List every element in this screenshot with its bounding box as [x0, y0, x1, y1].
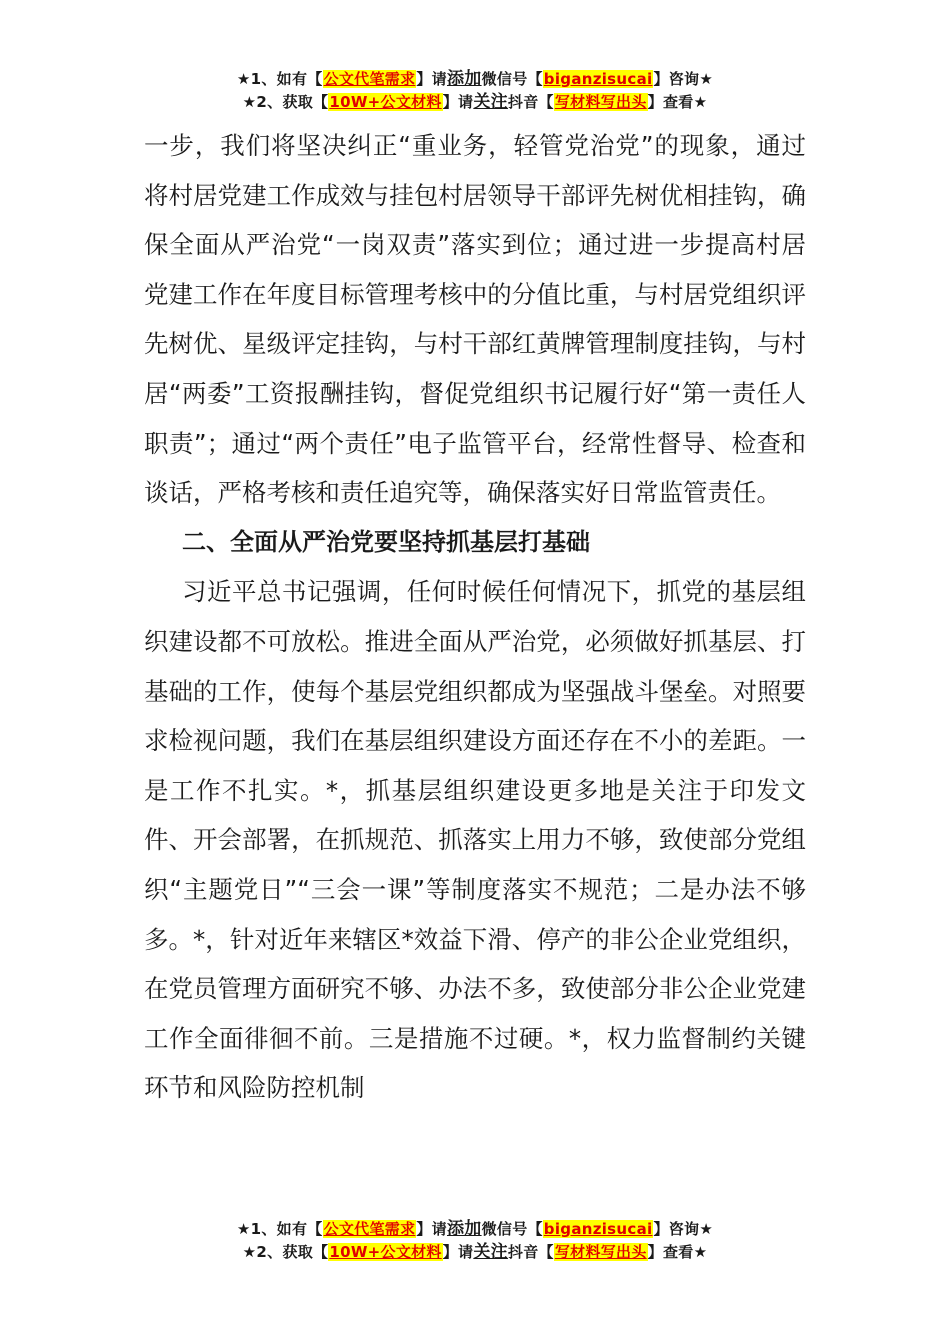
- highlight-materials[interactable]: 10W+公文材料: [329, 93, 442, 111]
- document-body: [144, 121, 806, 1113]
- star-icon: ★: [236, 70, 251, 88]
- footer-banner: [0, 1218, 950, 1264]
- highlight-wechat-id[interactable]: biganzisucai: [543, 70, 653, 88]
- banner-line-1: ★1、如有【公文代笔需求】请添加微信号【biganzisucai】咨询★: [236, 1219, 714, 1239]
- highlight-service[interactable]: 公文代笔需求: [323, 1220, 416, 1238]
- highlight-service[interactable]: 公文代笔需求: [323, 70, 416, 88]
- highlight-materials[interactable]: 10W+公文材料: [329, 1243, 442, 1261]
- paragraph-2: 习近平总书记强调，任何时候任何情况下，抓党的基层组织建设都不可放松。推进全面从严治党，必须做好抓基层、打基础的工作，使每个基层党组织都成为坚强战斗堡垒。对照要求检视问题，我们在基层组织建设方面还存在不小的差距。一是工作不扎实。*，抓基层组织建设更多地是关注于印发文件、开会部署，在抓规范、抓落实上用力不够，致使部分党组织“主题党日”“三会一课”等制度落实不规范；二是办法不够多。*，针对近年来辖区*效益下滑、停产的非公企业党组织，在党员管理方面研究不够、办法不多，致使部分非公企业党建工作全面徘徊不前。三是措施不过硬。*，权力监督制约关键环节和风险防控机制: [144, 577, 806, 1103]
- star-icon: ★: [699, 70, 714, 88]
- star-icon: ★: [242, 93, 257, 111]
- star-icon: ★: [242, 1243, 257, 1261]
- highlight-wechat-id[interactable]: biganzisucai: [543, 1220, 653, 1238]
- banner-line-2: ★2、获取【10W+公文材料】请关注抖音【写材料写出头】查看★: [242, 92, 708, 112]
- banner-line-2: ★2、获取【10W+公文材料】请关注抖音【写材料写出头】查看★: [242, 1242, 708, 1262]
- header-banner: [0, 68, 950, 114]
- section-heading: 二、全面从严治党要坚持抓基层打基础: [182, 527, 590, 556]
- star-icon: ★: [236, 1220, 251, 1238]
- highlight-douyin-account[interactable]: 写材料写出头: [554, 93, 647, 111]
- highlight-douyin-account[interactable]: 写材料写出头: [554, 1243, 647, 1261]
- star-icon: ★: [693, 1243, 708, 1261]
- star-icon: ★: [699, 1220, 714, 1238]
- paragraph-continued: 一步，我们将坚决纠正“重业务，轻管党治党”的现象，通过将村居党建工作成效与挂包村居领导干部评先树优相挂钩，确保全面从严治党“一岗双责”落实到位；通过进一步提高村居党建工作在年度目标管理考核中的分值比重，与村居党组织评先树优、星级评定挂钩，与村干部红黄牌管理制度挂钩，与村居“两委”工资报酬挂钩，督促党组织书记履行好“第一责任人职责”；通过“两个责任”电子监管平台，经常性督导、检查和谈话，严格考核和责任追究等，确保落实好日常监管责任。: [144, 131, 806, 508]
- star-icon: ★: [693, 93, 708, 111]
- banner-line-1: ★1、如有【公文代笔需求】请添加微信号【biganzisucai】咨询★: [236, 69, 714, 89]
